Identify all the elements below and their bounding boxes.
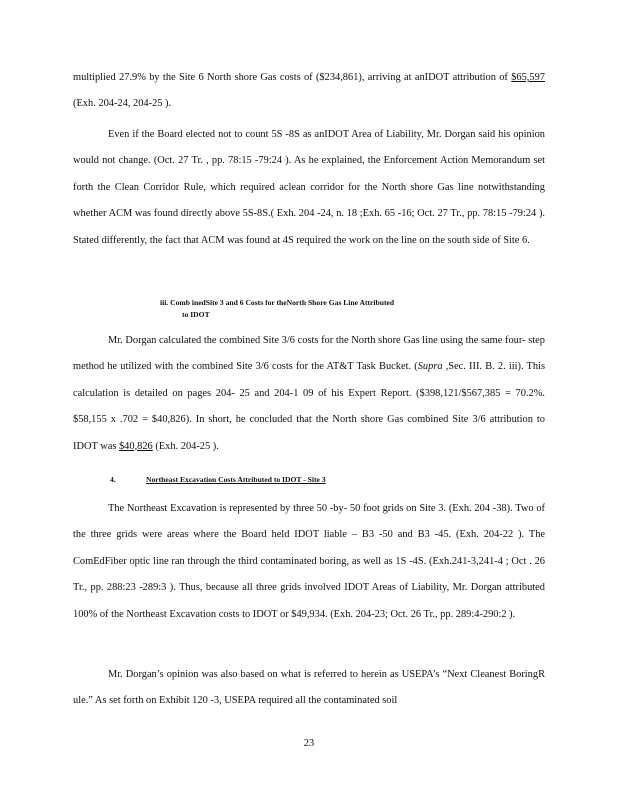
heading-line: iii. Comb inedSite 3 and 6 Costs for theNorth Shore Gas Line Attributed — [160, 298, 395, 307]
paragraph-text: Even if the Board elected not to count 5S -8S as anIDOT Area of Liability, Mr. Dorgan said his opinion would not change. (Oct. 27 Tr. , pp. 78:15 -79:24 ). As he explained, the Enforcement Action Memorandum set forth the Clean Corridor Rule, which required aclean corridor for the North shore Gas line notwithstanding whether ACM was found directly above 5S-8S.( Exh. 204 -24, n. 18 ;Exh. 65 -16; Oct. 27 Tr., pp. 78:15 -79:24 ). Stated differently, the fact that ACM was found at 4S required the work on the line on the south side of Site 6. — [73, 129, 545, 246]
paragraph-text: (Exh. 204-24, 204-25 ). — [73, 98, 172, 110]
heading-title: Northeast Excavation Costs Attributed to IDOT - Site 3 — [146, 475, 326, 484]
section-heading-4 — [110, 475, 450, 484]
underlined-amount: $65,597 — [511, 72, 545, 83]
paragraph-text: (Exh. 204-25 ). — [152, 440, 219, 452]
page-number: 23 — [303, 738, 315, 749]
paragraph-text: Mr. Dorgan calculated the combined Site 3/6 costs for the North shore Gas line using the same four- step method he utilized with the combined Site 3/6 costs for the AT&T Task Bucket. ( — [73, 335, 545, 373]
underlined-amount: $40,826 — [118, 440, 153, 452]
paragraph-clean-corridor — [73, 122, 545, 254]
heading-number: 4. — [110, 475, 116, 484]
paragraph-text: The Northeast Excavation is represented by three 50 -by- 50 foot grids on Site 3. (Exh. 204 -38). Two of the three grids were areas where the Board held IDOT liable – B3 -50 and B3 -45. (Exh. 204-22 ). The ComEdFiber optic line ran through the third contaminated boring, as well as 1S -4S. (Exh.241-3,241-4 ; Oct . 26 Tr., pp. 288:23 -289:3 ). Thus, because all three grids involved IDOT Areas of Liability, Mr. Dorgan attributed 100% of the Northeast Excavation costs to IDOT or $49,934. (Exh. 204-23; Oct. 26 Tr., pp. 289:4-290:2 ). — [73, 503, 545, 620]
section-heading-iii — [160, 297, 520, 321]
paragraph-northshore-attribution — [73, 65, 545, 118]
paragraph-next-cleanest-boring — [73, 662, 545, 715]
heading-line: to IDOT — [182, 310, 210, 319]
italic-citation: Supra — [417, 361, 443, 373]
paragraph-text: Mr. Dorgan’s opinion was also based on what is referred to herein as USEPA’s “Next Cleanest BoringR ule.” As set forth on Exhibit 120 -3, USEPA required all the contaminated soil — [73, 669, 545, 707]
paragraph-text: multiplied 27.9% by the Site 6 North shore Gas costs of ($234,861), arriving at anIDOT attribution of — [73, 72, 512, 83]
paragraph-northeast-excavation — [73, 496, 545, 628]
paragraph-combined-costs — [73, 328, 545, 460]
paragraph-text: ,Sec. III. B. 2. iii). This calculation is detailed on pages 204- 25 and 204-1 09 of his Expert Report. ($398,121/$567,385 = 70.2%. $58,155 x .702 = $40,826). In short, he concluded that the North shore Gas combined Site 3/6 attribution to IDOT was — [73, 361, 545, 452]
